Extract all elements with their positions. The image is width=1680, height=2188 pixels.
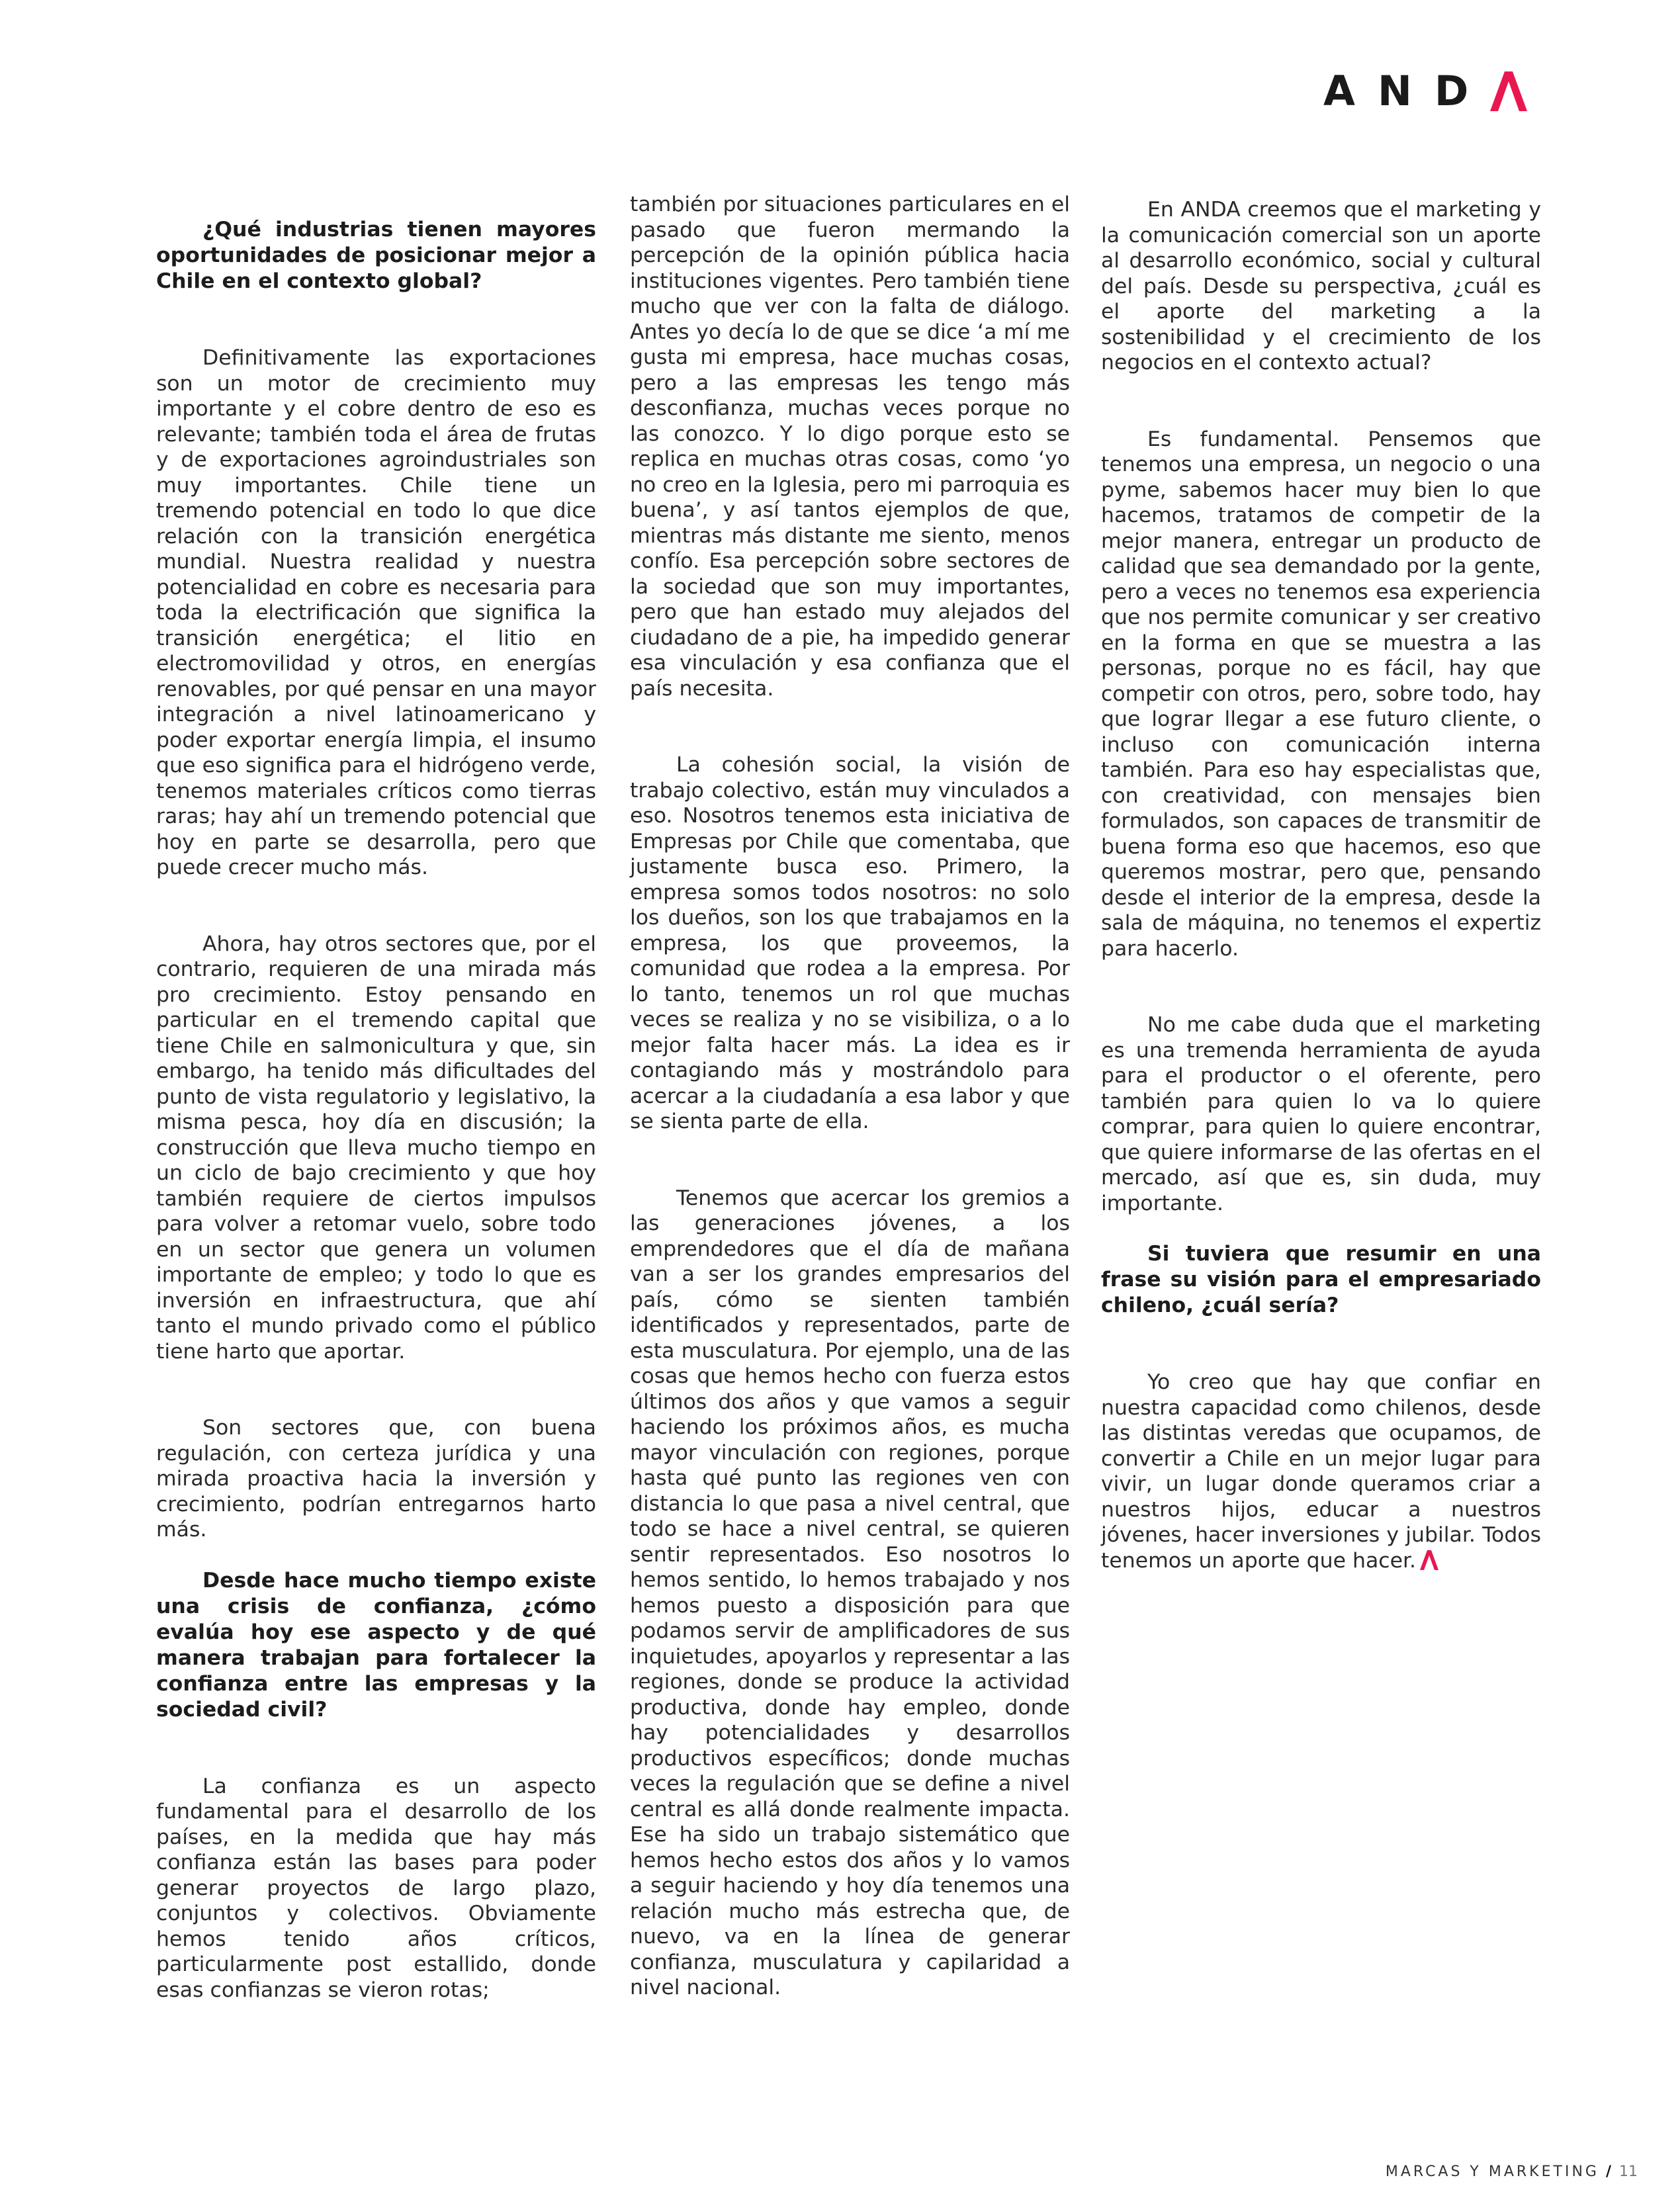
page-number: 11 bbox=[1619, 2164, 1638, 2180]
anda-logo bbox=[1323, 67, 1535, 115]
page-footer bbox=[1386, 2164, 1638, 2183]
paragraph: Tenemos que acercar los gremios a las generaciones jóvenes, a los emprendedores que el día de mañana van a ser los grandes empresarios del país, cómo se sienten también identificados y representados, parte de esta musculatura. Por ejemplo, una de las cosas que hemos hecho con fuerza estos últimos dos años y que vamos a seguir haciendo los próximos años, es mucha mayor vinculación con regiones, porque hasta qué punto las regiones ven con distancia lo que pasa a nivel central, que todo se hace a nivel central, se quieren sentir representados. Eso nosotros lo hemos sentido, lo hemos trabajado y nos hemos puesto a disposición para que podamos servir de amplificadores de sus inquietudes, apoyarlos y representar a las regiones, donde se produce la actividad productiva, donde hay empleo, donde hay potencialidades y desarrollos productivos específicos; donde muchas veces la regulación que se define a nivel central es allá donde realmente impacta. Ese ha sido un trabajo sistemático que hemos hecho estos dos años y lo vamos a seguir haciendo y hoy día tenemos una relación mucho más estrecha que, de nuevo, va en la línea de generar confianza, musculatura y capilaridad a nivel nacional. bbox=[630, 1186, 1070, 1999]
paragraph: La cohesión social, la visión de trabajo colectivo, están muy vinculados a eso. Nosotros tenemos esta iniciativa de Empresas por Chile que comentaba, que justamente busca eso. Primero, la empresa somos todos nosotros: no solo los dueños, son los que trabajamos en la empresa, los que proveemos, la comunidad que rodea a la empresa. Por lo tanto, tenemos un rol que muchas veces se realiza y no se visibiliza, o a lo mejor falta hacer más. La idea es ir contagiando más y mostrándolo para acercar a la ciudadanía a esa labor y que se sienta parte de ella. bbox=[630, 753, 1070, 1133]
interview-question-1: ¿Qué industrias tienen mayores oportunidades de posicionar mejor a Chile en el contexto global? bbox=[156, 218, 596, 293]
paragraph: La confianza es un aspecto fundamental para el desarrollo de los países, en la medida que hay más confianza están las bases para poder generar proyectos de largo plazo, conjuntos y colectivos. Obviamente hemos tenido años críticos, particularmente post estallido, donde esas confianzas se vieron rotas; bbox=[156, 1774, 596, 2002]
logo-letters: AND bbox=[1323, 67, 1491, 115]
paragraph: Son sectores que, con buena regulación, con certeza jurídica y una mirada proactiva hacia la inversión y crecimiento, podrían entregarnos harto más. bbox=[156, 1416, 596, 1542]
paragraph: también por situaciones particulares en el pasado que fueron mermando la percepción de la opinión pública hacia instituciones vigentes. Pero también tiene mucho que ver con la falta de diálogo. Antes yo decía lo de que se dice ‘a mí me gusta mi empresa, hace muchas cosas, pero a las empresas les tengo más desconfianza, muchas veces porque no las conozco. Y lo digo porque esto se replica en muchas otras cosas, como ‘yo no creo en la Iglesia, pero mi parroquia es buena’, y así tantos ejemplos de que, mientras más distante me siento, menos confío. Esa percepción sobre sectores de la sociedad que son muy importantes, pero que han estado muy alejados del ciudadano de a pie, ha impedido generar esa vinculación y esa confianza que el país necesita. bbox=[630, 193, 1070, 701]
paragraph: No me cabe duda que el marketing es una tremenda herramienta de ayuda para el productor o el oferente, pero también para quien lo va lo quiere comprar, para quien lo quiere encontrar, que quiere informarse de las ofertas en el mercado, así que es, sin duda, muy importante. bbox=[1101, 1013, 1541, 1215]
article-column-1 bbox=[156, 197, 596, 2003]
anda-accent-a-icon bbox=[1490, 71, 1527, 111]
footer-section: MARCAS Y MARKETING bbox=[1385, 2164, 1599, 2180]
interview-question-4: Si tuviera que resumir en una frase su visión para el empresariado chileno, ¿cuál sería? bbox=[1101, 1242, 1541, 1317]
article-column-3 bbox=[1101, 197, 1541, 1573]
footer-separator: / bbox=[1605, 2164, 1611, 2180]
closing-paragraph bbox=[1101, 1370, 1541, 1573]
paragraph: Definitivamente las exportaciones son un motor de crecimiento muy importante y el cobre dentro de eso es relevante; también toda el área de frutas y de exportaciones agroindustriales son muy importantes. Chile tiene un tremendo potencial en todo lo que dice relación con la transición energética mundial. Nuestra realidad y nuestra potencialidad en cobre es necesaria para toda la electrificación que significa la transición energética; el litio en electromovilidad y otros, en energías renovables, por qué pensar en una mayor integración a nivel latinoamericano y poder exportar energía limpia, el insumo que eso significa para el hidrógeno verde, tenemos materiales críticos como tierras raras; hay ahí un tremendo potencial que hoy en parte se desarrolla, pero que puede crecer mucho más. bbox=[156, 346, 596, 879]
closing-text: Yo creo que hay que confiar en nuestra capacidad como chilenos, desde las distintas veredas que ocupamos, de convertir a Chile en un mejor lugar para vivir, un lugar donde queramos criar a nuestros hijos, educar a nuestros jóvenes, hacer inversiones y jubilar. Todos tenemos un aporte que hacer. bbox=[1101, 1370, 1541, 1573]
interview-question-2: Desde hace mucho tiempo existe una crisis de confianza, ¿cómo evalúa hoy ese aspecto y de qué manera trabajan para fortalecer la confianza entre las empresas y la sociedad civil? bbox=[156, 1568, 596, 1722]
article-column-2 bbox=[630, 192, 1070, 2001]
interview-question-3: En ANDA creemos que el marketing y la comunicación comercial son un aporte al desarrollo económico, social y cultural del país. Desde su perspectiva, ¿cuál es el aporte del marketing a la sostenibilidad y el crecimiento de los negocios en el contexto actual? bbox=[1101, 198, 1541, 374]
end-mark-icon bbox=[1420, 1550, 1438, 1570]
paragraph: Ahora, hay otros sectores que, por el contrario, requieren de una mirada más pro crecimiento. Estoy pensando en particular en el tremendo capital que tiene Chile en salmonicultura y que, sin embargo, ha tenido más dificultades del punto de vista regulatorio y legislativo, la misma pesca, hoy día en discusión; la construcción que lleva mucho tiempo en un ciclo de bajo crecimiento y que hoy también requiere de ciertos impulsos para volver a retomar vuelo, sobre todo en un sector que genera un volumen importante de empleo; y todo lo que es inversión en infraestructura, que ahí tanto el mundo privado como el público tiene harto que aportar. bbox=[156, 932, 596, 1364]
paragraph: Es fundamental. Pensemos que tenemos una empresa, un negocio o una pyme, sabemos hacer muy bien lo que hacemos, tratamos de competir de la mejor manera, entregar un producto de calidad que sea demandado por la gente, pero a veces no tenemos esa experiencia que nos permite comunicar y ser creativo en la forma en que se muestra a las personas, porque no es fácil, hay que competir con otros, pero, sobre todo, hay que lograr llegar a ese futuro cliente, o incluso con comunicación interna también. Para eso hay especialistas que, con creatividad, con mensajes bien formulados, son capaces de transmitir de buena forma eso que hacemos, eso que queremos mostrar, pero que, pensando desde el interior de la empresa, desde la sala de máquina, no tenemos el expertiz para hacerlo. bbox=[1101, 427, 1541, 961]
